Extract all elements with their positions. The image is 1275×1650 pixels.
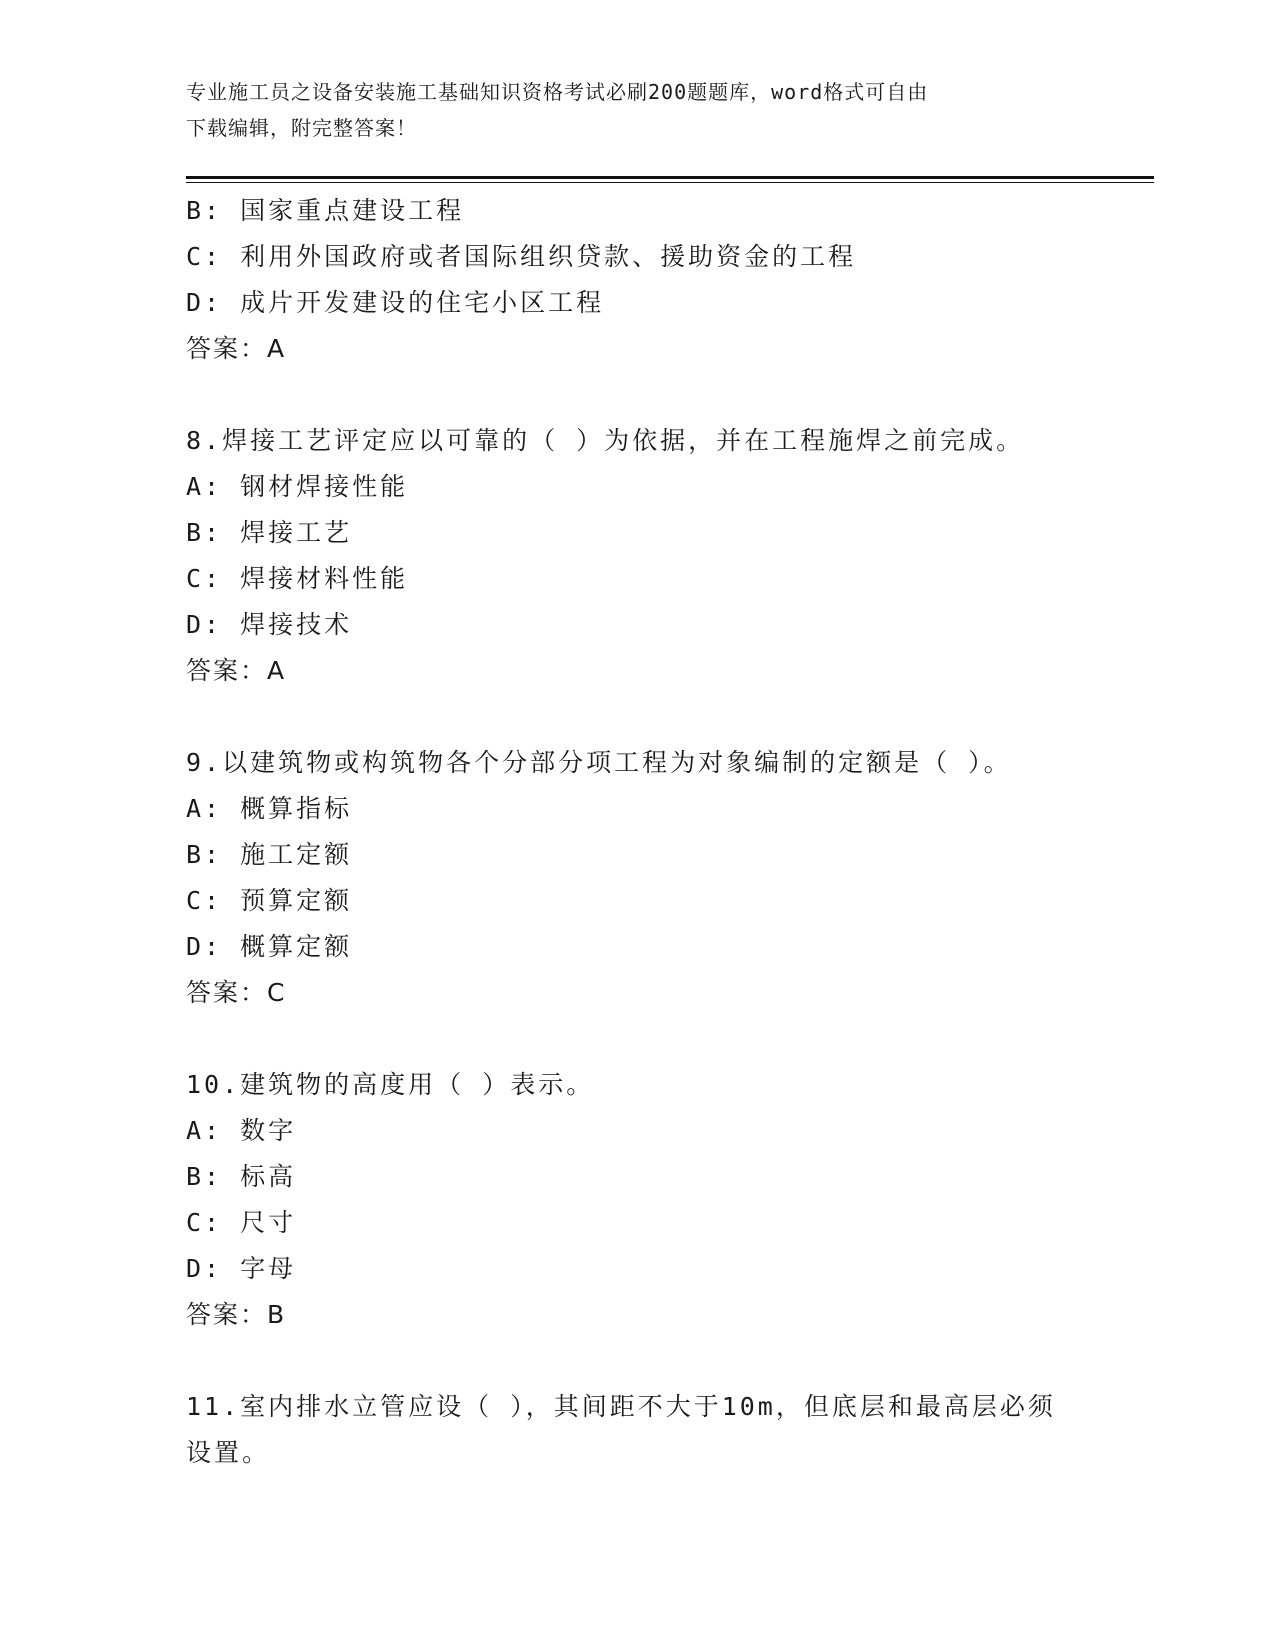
- spacer: [186, 372, 1086, 418]
- header-line-2: 下载编辑，附完整答案！: [186, 116, 417, 140]
- option-d: D: 字母: [186, 1254, 297, 1283]
- answer-line: 答案：B: [186, 1300, 287, 1329]
- question-text: 10.建筑物的高度用（ ）表示。: [186, 1070, 595, 1099]
- question-10: [186, 1062, 1086, 1338]
- header-divider-thick: [186, 176, 1154, 179]
- question-text-line-1: 11.室内排水立管应设（ ），其间距不大于10m，但底层和最高层必须: [186, 1392, 1056, 1421]
- header-divider-thin: [186, 182, 1154, 183]
- option-b: B: 国家重点建设工程: [186, 196, 465, 225]
- option-a: A: 数字: [186, 1116, 297, 1145]
- option-a: A: 概算指标: [186, 794, 353, 823]
- spacer: [186, 694, 1086, 740]
- option-a: A: 钢材焊接性能: [186, 472, 409, 501]
- question-9: [186, 740, 1086, 1016]
- question-7-continued: [186, 188, 1086, 372]
- answer-line: 答案：C: [186, 978, 287, 1007]
- spacer: [186, 1338, 1086, 1384]
- option-c: C: 焊接材料性能: [186, 564, 409, 593]
- option-b: B: 标高: [186, 1162, 297, 1191]
- option-b: B: 焊接工艺: [186, 518, 353, 547]
- answer-line: 答案：A: [186, 334, 287, 363]
- document-header: [186, 74, 1066, 146]
- option-c: C: 利用外国政府或者国际组织贷款、援助资金的工程: [186, 242, 857, 271]
- question-11: [186, 1384, 1086, 1476]
- header-line-1: 专业施工员之设备安装施工基础知识资格考试必刷200题题库，word格式可自由: [186, 80, 929, 104]
- spacer: [186, 1016, 1086, 1062]
- question-text: 9.以建筑物或构筑物各个分部分项工程为对象编制的定额是（ ）。: [186, 748, 1012, 777]
- question-8: [186, 418, 1086, 694]
- question-text-line-2: 设置。: [186, 1438, 271, 1467]
- option-c: C: 预算定额: [186, 886, 353, 915]
- question-text: 8.焊接工艺评定应以可靠的（ ）为依据，并在工程施焊之前完成。: [186, 426, 1025, 455]
- option-c: C: 尺寸: [186, 1208, 297, 1237]
- option-d: D: 概算定额: [186, 932, 353, 961]
- option-b: B: 施工定额: [186, 840, 353, 869]
- question-content: [186, 188, 1086, 1476]
- option-d: D: 成片开发建设的住宅小区工程: [186, 288, 605, 317]
- option-d: D: 焊接技术: [186, 610, 353, 639]
- answer-line: 答案：A: [186, 656, 287, 685]
